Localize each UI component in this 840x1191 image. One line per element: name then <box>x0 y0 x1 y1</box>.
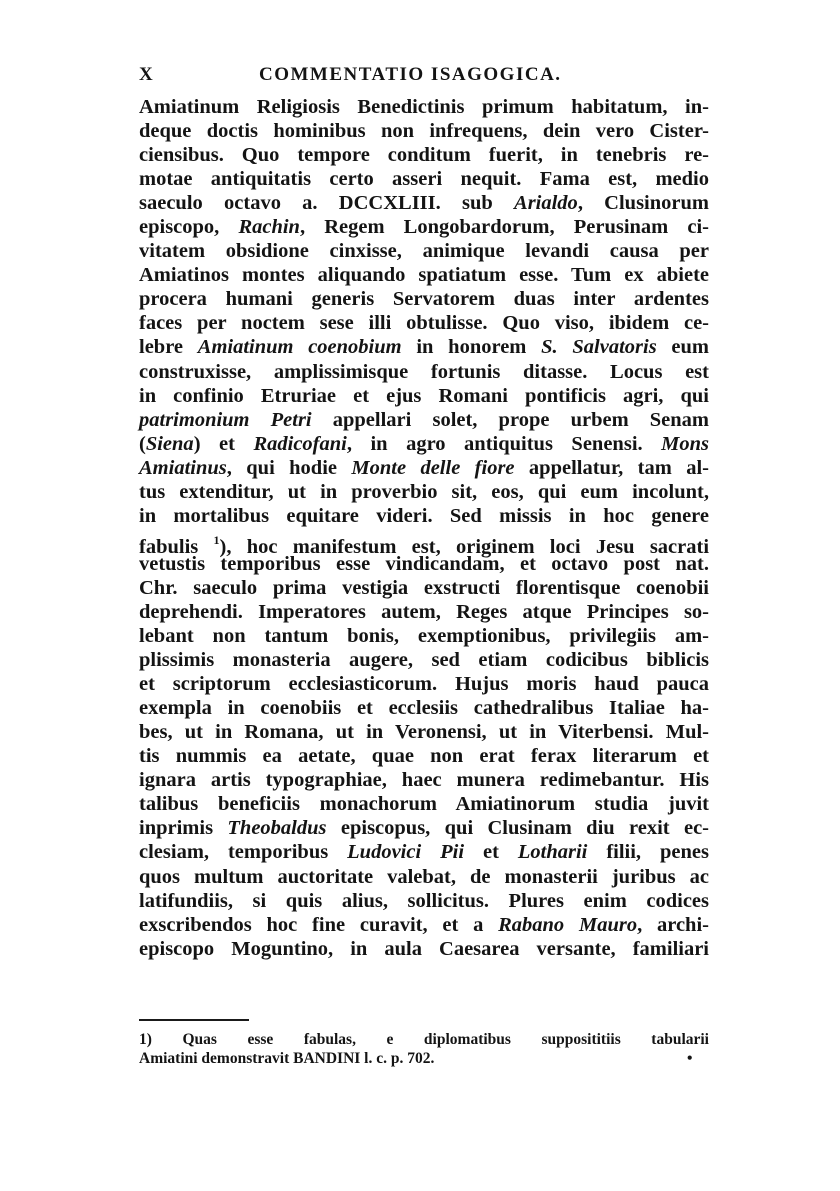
text-line: Amiatinus, qui hodie Monte delle fiore appellatur, tam al- <box>139 456 709 479</box>
body-text <box>139 95 709 961</box>
text-line: talibus beneficiis monachorum Amiatinorum studia juvit <box>139 793 709 816</box>
text-line: exscribendos hoc fine curavit, et a Rabano Mauro, archi- <box>139 913 709 936</box>
text-line: deque doctis hominibus non infrequens, dein vero Cister- <box>139 120 709 143</box>
page-number: X <box>139 64 155 85</box>
footnote <box>139 1030 709 1068</box>
text-line: et scriptorum ecclesiasticorum. Hujus moris haud pauca <box>139 673 709 696</box>
text-line: Amiatinos montes aliquando spatiatum esse. Tum ex abiete <box>139 264 709 287</box>
text-line: vitatem obsidione cinxisse, animique levandi causa per <box>139 240 709 263</box>
footnote-text-1: Quas esse fabulas, e diplomatibus supposititiis tabularii <box>182 1031 709 1048</box>
text-line: ciensibus. Quo tempore conditum fuerit, in tenebris re- <box>139 144 709 167</box>
text-line: deprehendi. Imperatores autem, Reges atque Principes so- <box>139 600 709 623</box>
text-line: lebant non tantum bonis, exemptionibus, privilegiis am- <box>139 625 709 648</box>
text-line: (Siena) et Radicofani, in agro antiquitus Senensi. Mons <box>139 432 709 455</box>
text-line: procera humani generis Servatorem duas inter ardentes <box>139 288 709 311</box>
text-line: episcopo Moguntino, in aula Caesarea versante, familiari <box>139 937 709 960</box>
footnote-trailing-mark: • <box>687 1050 693 1067</box>
text-line: exempla in coenobiis et ecclesiis cathedralibus Italiae ha- <box>139 697 709 720</box>
text-line: Chr. saeculo prima vestigia exstructi florentisque coenobii <box>139 576 709 599</box>
text-line: construxisse, amplissimisque fortunis ditasse. Locus est <box>139 360 709 383</box>
text-line: Amiatinum Religiosis Benedictinis primum habitatum, in- <box>139 96 709 118</box>
text-line: bes, ut in Romana, ut in Veronensi, ut in Viterbensi. Mul- <box>139 721 709 744</box>
text-line: in confinio Etruriae et ejus Romani pontificis agri, qui <box>139 384 709 407</box>
running-head-title: COMMENTATIO ISAGOGICA. <box>259 64 562 85</box>
text-line: plissimis monasteria augere, sed etiam codicibus biblicis <box>139 649 709 672</box>
text-line: ignara artis typographiae, haec munera redimebantur. His <box>139 769 709 792</box>
text-line: faces per noctem sese illi obtulisse. Quo viso, ibidem ce- <box>139 312 709 335</box>
text-line: tis nummis ea aetate, quae non erat ferax literarum et <box>139 745 709 768</box>
text-line: inprimis Theobaldus episcopus, qui Clusinam diu rexit ec- <box>139 817 709 840</box>
text-line: motae antiquitatis certo asseri nequit. Fama est, medio <box>139 168 709 191</box>
footnote-marker: 1) <box>139 1031 152 1048</box>
text-line: episcopo, Rachin, Regem Longobardorum, Perusinam ci- <box>139 216 709 239</box>
footnote-line-2: Amiatini demonstravit BANDINI l. c. p. 702. <box>139 1050 435 1067</box>
text-line: clesiam, temporibus Ludovici Pii et Lotharii filii, penes <box>139 841 709 864</box>
footnote-line-1 <box>139 1030 709 1049</box>
text-line: quos multum auctoritate valebat, de monasterii juribus ac <box>139 865 709 888</box>
text-line: in mortalibus equitare videri. Sed missis in hoc genere <box>139 504 709 527</box>
text-line: vetustis temporibus esse vindicandam, et octavo post nat. <box>139 552 709 575</box>
text-line: saeculo octavo a. DCCXLIII. sub Arialdo, Clusinorum <box>139 192 709 215</box>
text-line: lebre Amiatinum coenobium in honorem S. Salvatoris eum <box>139 336 709 359</box>
text-line: patrimonium Petri appellari solet, prope urbem Senam <box>139 408 709 431</box>
running-head <box>139 64 709 88</box>
text-line: fabulis $^1$), hoc manifestum est, originem loci Jesu sacrati <box>139 532 710 558</box>
text-line: tus extenditur, ut in proverbio sit, eos, qui eum incolunt, <box>139 480 709 503</box>
footnote-rule <box>139 1019 249 1021</box>
text-line: latifundiis, si quis alius, sollicitus. Plures enim codices <box>139 889 709 912</box>
